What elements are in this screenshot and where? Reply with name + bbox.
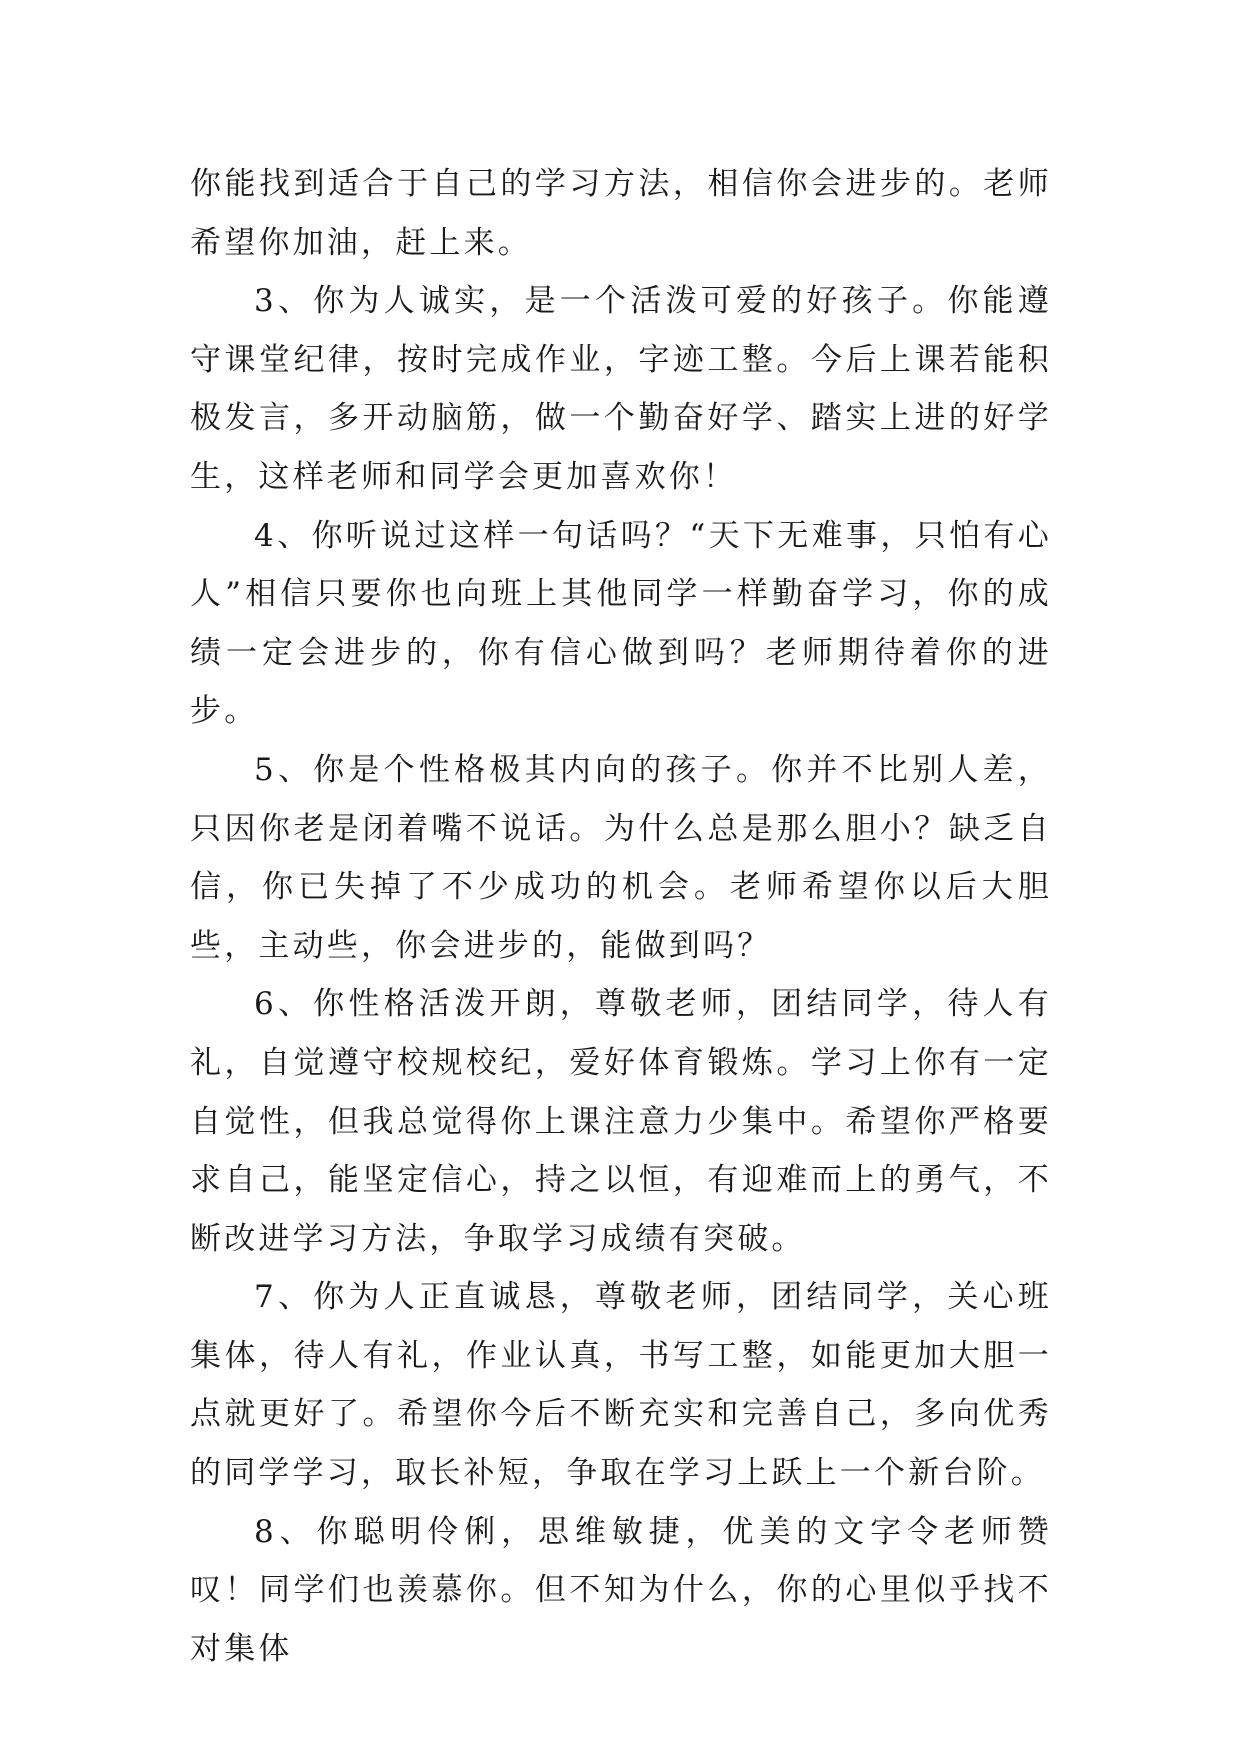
- paragraph-comment-8: 8、你聪明伶俐，思维敏捷，优美的文字令老师赞叹！同学们也羡慕你。但不知为什么，你的心里似乎找不对集体: [190, 1513, 1052, 1667]
- paragraph-comment-7: 7、你为人正直诚恳，尊敬老师，团结同学，关心班集体，待人有礼，作业认真，书写工整，如能更加大胆一点就更好了。希望你今后不断充实和完善自己，多向优秀的同学学习，取长补短，争取在学习上跃上一个新台阶。: [190, 1279, 1052, 1492]
- paragraph-comment-5: 5、你是个性格极其内向的孩子。你并不比别人差，只因你老是闭着嘴不说话。为什么总是那么胆小？缺乏自信，你已失掉了不少成功的机会。老师希望你以后大胆些，主动些，你会进步的，能做到吗？: [190, 751, 1052, 964]
- paragraph-comment-6: 6、你性格活泼开朗，尊敬老师，团结同学，待人有礼，自觉遵守校规校纪，爱好体育锻炼。学习上你有一定自觉性，但我总觉得你上课注意力少集中。希望你严格要求自己，能坚定信心，持之以恒，有迎难而上的勇气，不断改进学习方法，争取学习成绩有突破。: [190, 986, 1052, 1257]
- document-body: [190, 155, 1052, 1678]
- paragraph-continuation: 你能找到适合于自己的学习方法，相信你会进步的。老师希望你加油，赶上来。: [190, 166, 1052, 261]
- paragraph-comment-3: 3、你为人诚实，是一个活泼可爱的好孩子。你能遵守课堂纪律，按时完成作业，字迹工整。今后上课若能积极发言，多开动脑筋，做一个勤奋好学、踏实上进的好学生，这样老师和同学会更加喜欢你！: [190, 283, 1052, 495]
- paragraph-comment-4: 4、你听说过这样一句话吗？“天下无难事，只怕有心人”相信只要你也向班上其他同学一样勤奋学习，你的成绩一定会进步的，你有信心做到吗？老师期待着你的进步。: [190, 517, 1052, 730]
